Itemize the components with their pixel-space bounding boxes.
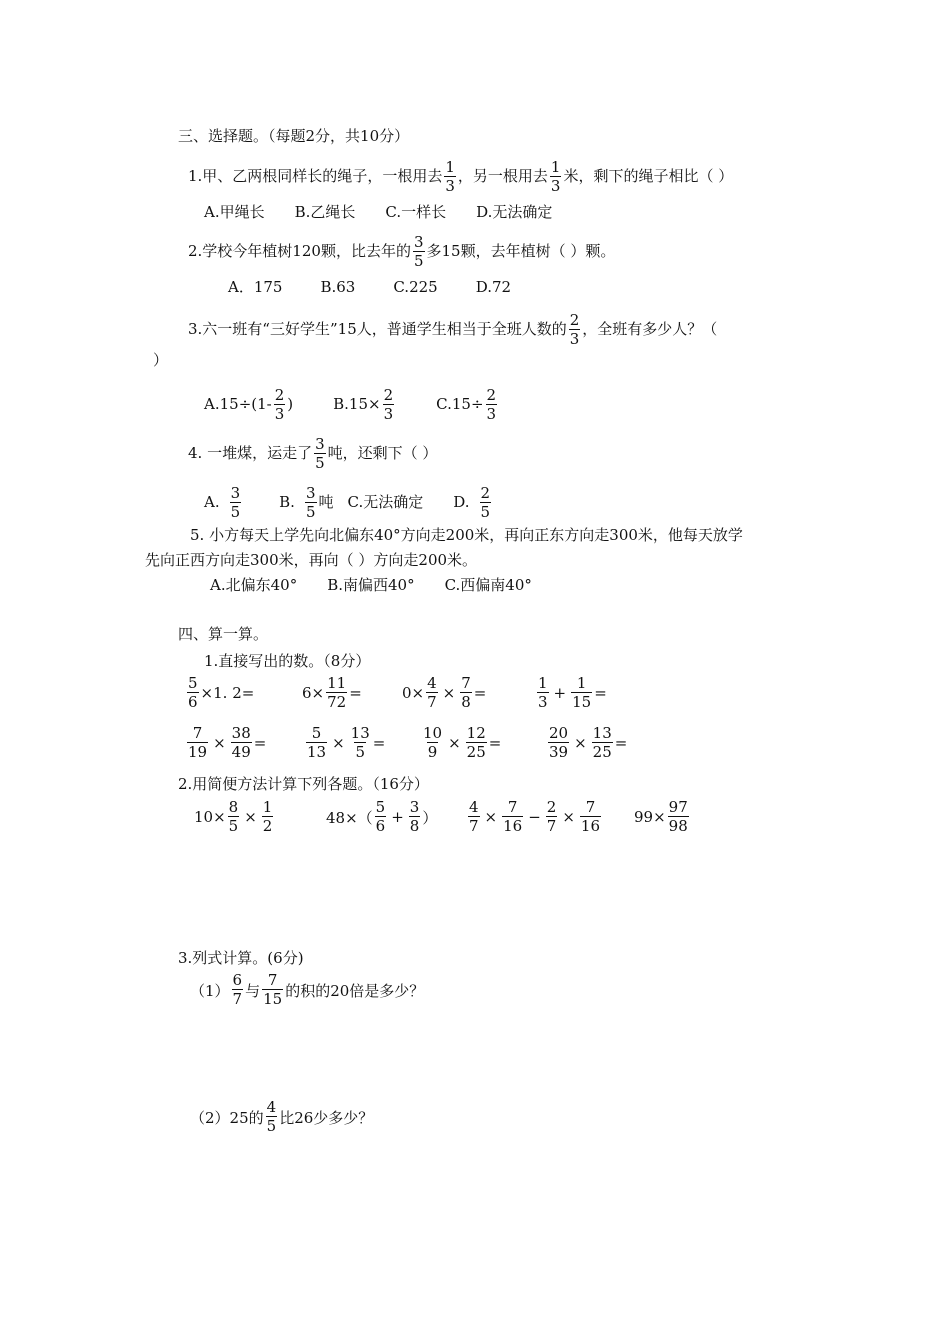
word-problem-2 [190, 1100, 373, 1134]
q3-text-a: 3.六一班有“三好学生”15人，普通学生相当于全班人数的 [188, 320, 567, 338]
q1-option-b[interactable]: B.乙绳长 [294, 203, 356, 221]
part2-title: 2.用简便方法计算下列各题。（16分） [178, 775, 429, 793]
expr-post: = [349, 684, 362, 702]
expr-post: = [253, 734, 267, 752]
numerator: 10 [423, 724, 443, 742]
numerator: 1 [262, 798, 273, 816]
expr-post: ） [422, 808, 438, 827]
fraction [580, 800, 601, 834]
q4-option-a-label: A. [204, 493, 220, 511]
expr-pre: 6× [302, 684, 325, 702]
denominator: 3 [538, 693, 548, 711]
denominator: 2 [262, 817, 273, 835]
q3-option-c[interactable] [436, 388, 499, 422]
simplify-e4 [634, 800, 691, 834]
q4-option-c[interactable]: C.无法确定 [347, 493, 424, 511]
fraction [422, 726, 443, 760]
part3-title: 3.列式计算。(6分) [178, 949, 304, 967]
denominator: 13 [307, 743, 327, 761]
q1-text-c: 米，剩下的绳子相比（ ） [563, 167, 734, 185]
word-problem-1 [190, 973, 424, 1007]
numerator: 3 [409, 798, 420, 816]
operator: × [448, 734, 461, 752]
expr-pre: 48×（ [326, 808, 373, 827]
fraction [468, 800, 480, 834]
fraction [546, 800, 558, 834]
q5-line1: 5. 小方每天上学先向北偏东40°方向走200米，再向正东方向走300米，他每天放学 [190, 526, 743, 544]
q4-fraction [314, 437, 326, 471]
denominator: 5 [228, 817, 239, 835]
q2-fraction [413, 235, 425, 269]
denominator: 6 [375, 817, 386, 835]
numerator: 2 [486, 386, 497, 404]
numerator: 6 [232, 971, 243, 989]
q3-option-a-post: ) [287, 395, 294, 413]
expr-pre: 0× [402, 684, 425, 702]
operator: × [562, 808, 575, 826]
numerator: 13 [592, 724, 612, 742]
operator: + [391, 808, 404, 826]
expr-mid: 与 [245, 981, 261, 1000]
denominator: 5 [305, 503, 316, 521]
expr-post: = [372, 734, 386, 752]
q2-option-a[interactable]: A．175 [228, 278, 283, 296]
fraction [187, 726, 208, 760]
numerator: 2 [546, 798, 557, 816]
q1-fraction-a [444, 160, 456, 194]
operator: × [213, 734, 226, 752]
q4-text-a: 4. 一堆煤，运走了 [188, 444, 313, 462]
q2-options [228, 277, 541, 297]
fraction [502, 800, 523, 834]
numerator: 7 [192, 724, 203, 742]
calc-r2-e4 [546, 726, 627, 760]
expr-post: = [594, 684, 607, 702]
q4-option-b-label: B. [279, 493, 295, 511]
denominator: 5 [315, 454, 325, 472]
numerator: 8 [228, 798, 239, 816]
q3-options [204, 388, 529, 422]
operator: × [332, 734, 345, 752]
section3-title: 三、选择题。（每题2分，共10分） [178, 127, 410, 145]
q1-text [188, 160, 733, 194]
q1-option-c[interactable]: C.一样长 [385, 203, 447, 221]
numerator: 7 [585, 798, 596, 816]
numerator: 4 [469, 798, 479, 816]
q3-option-b[interactable] [333, 388, 396, 422]
denominator: 3 [569, 330, 580, 348]
fraction [262, 973, 283, 1007]
q3-text [188, 313, 717, 347]
q4-option-b-fraction [305, 486, 317, 520]
numerator: 4 [427, 674, 437, 692]
q4-option-b-post: 吨 [318, 493, 334, 511]
numerator: 5 [188, 674, 198, 692]
q5-option-a[interactable]: A.北偏东40° [210, 576, 298, 594]
numerator: 1 [445, 158, 455, 176]
q4-text-b: 吨，还剩下（ ） [327, 444, 438, 462]
q1-option-d[interactable]: D.无法确定 [476, 203, 553, 221]
q3-option-b-fraction [383, 388, 395, 422]
q3-text-c: ） [153, 351, 169, 369]
q3-option-a[interactable] [204, 388, 293, 422]
q3-fraction [569, 313, 581, 347]
part1-title: 1.直接写出的数。（8分） [204, 652, 371, 670]
expr-pre: 99× [634, 808, 666, 826]
denominator: 5 [413, 252, 424, 270]
numerator: 7 [507, 798, 518, 816]
denominator: 19 [188, 743, 208, 761]
expr-pre: （1） [190, 981, 230, 1000]
denominator: 3 [550, 177, 561, 195]
numerator: 7 [461, 674, 471, 692]
operator: + [553, 684, 567, 702]
expr-post: ×1. 2= [200, 684, 255, 702]
numerator: 1 [576, 674, 587, 692]
denominator: 5 [230, 503, 241, 521]
q1-text-b: ，另一根用去 [457, 167, 548, 185]
fraction [426, 676, 438, 710]
denominator: 25 [592, 743, 612, 761]
q3-option-c-pre: C.15÷ [436, 395, 484, 413]
q5-line2: 先向正西方向走300米，再向（ ）方向走200米。 [145, 551, 478, 569]
q4-text [188, 437, 437, 471]
operator: − [528, 808, 541, 826]
simplify-e1 [194, 800, 275, 834]
q4-option-d[interactable] [453, 486, 493, 520]
numerator: 5 [311, 724, 322, 742]
fraction [460, 676, 472, 710]
operator: × [442, 684, 456, 702]
numerator: 3 [305, 484, 316, 502]
denominator: 7 [427, 693, 437, 711]
numerator: 5 [375, 798, 386, 816]
calc-r2-e1 [185, 726, 266, 760]
numerator: 2 [383, 386, 394, 404]
fraction [266, 1100, 278, 1134]
denominator: 72 [327, 693, 347, 711]
numerator: 3 [413, 233, 424, 251]
numerator: 3 [230, 484, 241, 502]
q1-fraction-b [550, 160, 562, 194]
denominator: 3 [445, 177, 455, 195]
fraction [592, 726, 613, 760]
fraction [350, 726, 371, 760]
denominator: 8 [461, 693, 471, 711]
numerator: 2 [480, 484, 491, 502]
q3-text-b: ，全班有多少人？（ [582, 320, 718, 338]
fraction [537, 676, 549, 710]
denominator: 3 [274, 405, 285, 423]
calc-r2-e2 [304, 726, 385, 760]
section4-title: 四、算一算。 [178, 625, 269, 643]
fraction [326, 676, 347, 710]
denominator: 7 [546, 817, 557, 835]
q3-option-a-pre: A.15÷(1- [204, 395, 272, 413]
denominator: 7 [232, 990, 243, 1008]
denominator: 6 [188, 693, 198, 711]
q4-options [204, 486, 523, 520]
q4-option-d-fraction [480, 486, 492, 520]
fraction [571, 676, 592, 710]
numerator: 2 [569, 311, 580, 329]
denominator: 15 [263, 990, 283, 1008]
q3-option-c-fraction [486, 388, 498, 422]
denominator: 8 [409, 817, 420, 835]
fraction [232, 973, 244, 1007]
fraction [262, 800, 274, 834]
operator: × [484, 808, 498, 826]
denominator: 9 [427, 743, 438, 761]
denominator: 15 [572, 693, 592, 711]
numerator: 3 [315, 435, 325, 453]
fraction [466, 726, 487, 760]
expr-post: 比26少多少？ [279, 1108, 374, 1127]
q1-options [204, 202, 582, 222]
denominator: 5 [266, 1117, 277, 1135]
numerator: 4 [266, 1098, 277, 1116]
q2-option-c[interactable]: C.225 [393, 278, 438, 296]
numerator: 12 [466, 724, 486, 742]
expr-pre: 10× [194, 808, 226, 826]
calc-r1-e2 [302, 676, 362, 710]
simplify-e3 [466, 800, 603, 834]
q4-option-a-fraction [230, 486, 242, 520]
q3-option-a-fraction [274, 388, 286, 422]
numerator: 20 [549, 724, 569, 742]
numerator: 1 [550, 158, 561, 176]
expr-post: = [614, 734, 628, 752]
operator: × [244, 808, 257, 826]
q5-options [210, 575, 562, 595]
expr-post: = [473, 684, 487, 702]
calc-r1-e4 [535, 676, 607, 710]
q3-option-b-pre: B.15× [333, 395, 381, 413]
fraction [409, 800, 421, 834]
q5-option-b[interactable]: B.南偏西40° [327, 576, 415, 594]
numerator: 1 [538, 674, 548, 692]
fraction [231, 726, 252, 760]
numerator: 97 [668, 798, 688, 816]
numerator: 11 [327, 674, 347, 692]
numerator: 38 [231, 724, 251, 742]
q2-option-d[interactable]: D.72 [475, 278, 512, 296]
denominator: 3 [383, 405, 394, 423]
simplify-e2 [326, 800, 437, 834]
denominator: 49 [231, 743, 251, 761]
calc-r1-e3 [402, 676, 486, 710]
calc-r2-e3 [420, 726, 501, 760]
denominator: 7 [469, 817, 479, 835]
q4-option-a[interactable] [204, 486, 243, 520]
numerator: 13 [350, 724, 370, 742]
q1-text-a: 1.甲、乙两根同样长的绳子，一根用去 [188, 167, 443, 185]
expr-post: 的积的20倍是多少？ [285, 981, 425, 1000]
q4-option-b[interactable] [279, 486, 333, 520]
q2-text-a: 2.学校今年植树120颗，比去年的 [188, 242, 411, 260]
denominator: 39 [549, 743, 569, 761]
q2-option-b[interactable]: B.63 [320, 278, 356, 296]
q4-option-d-label: D. [453, 493, 470, 511]
denominator: 16 [580, 817, 601, 835]
expr-post: = [488, 734, 502, 752]
fraction [548, 726, 569, 760]
operator: × [574, 734, 587, 752]
denominator: 5 [480, 503, 491, 521]
denominator: 25 [466, 743, 486, 761]
q2-text [188, 235, 615, 269]
denominator: 3 [486, 405, 497, 423]
q5-option-c[interactable]: C.西偏南40° [444, 576, 532, 594]
q2-text-b: 多15颗，去年植树（ ）颗。 [426, 242, 616, 260]
calc-r1-e1 [185, 676, 254, 710]
fraction [306, 726, 327, 760]
numerator: 7 [267, 971, 278, 989]
q1-option-a[interactable]: A.甲绳长 [204, 203, 265, 221]
denominator: 16 [503, 817, 523, 835]
fraction [668, 800, 689, 834]
denominator: 98 [668, 817, 688, 835]
fraction [375, 800, 387, 834]
expr-pre: （2）25的 [190, 1108, 264, 1127]
fraction [228, 800, 240, 834]
numerator: 2 [274, 386, 285, 404]
fraction [187, 676, 199, 710]
denominator: 5 [355, 743, 365, 761]
